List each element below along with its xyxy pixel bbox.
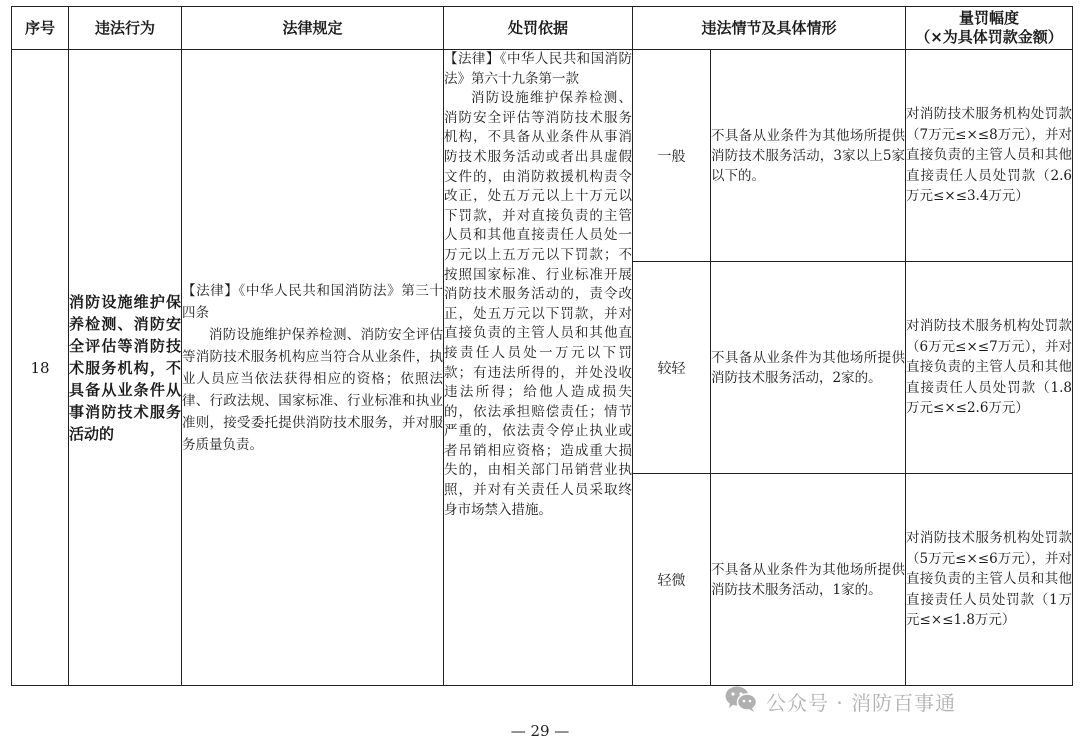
- header-law: 法律规定: [182, 7, 444, 50]
- amount-general: 对消防技术服务机构处罚款（7万元≤×≤8万元），并对直接负责的主管人员和其他直接责任人员处罚款（2.6万元≤×≤3.4万元）: [906, 50, 1073, 262]
- level-slight: 轻微: [633, 474, 711, 686]
- header-basis: 处罚依据: [444, 7, 633, 50]
- amount-slight: 对消防技术服务机构处罚款（5万元≤×≤6万元），并对直接负责的主管人员和其他直接责任人员处罚款（1万元≤×≤1.8万元）: [906, 474, 1073, 686]
- basis-body: 消防设施维护保养检测、消防安全评估等消防技术服务机构，不具备从业条件从事消防技术服务活动或者出具虚假文件的，由消防救援机构责令改正，处五万元以上十万元以下罚款，并对直接负责的主管人员和其他直接责任人员处一万元以上五万元以下罚款；不按照国家标准、行业标准开展消防技术服务活动的，责令改正，处五万元以下罚款，并对直接负责的主管人员和其他直接责任人员处一万元以下罚款；有违法所得的，并处没收违法所得；给他人造成损失的，依法承担赔偿责任；情节严重的，依法责令停止执业或者吊销相应资格；造成重大损失的，由相关部门吊销营业执照，并对有关责任人员采取终身市场禁入措施。: [444, 90, 632, 518]
- detail-minor: 不具备从业条件为其他场所提供消防技术服务活动，2家的。: [711, 262, 906, 474]
- table-row: [12, 50, 1073, 262]
- level-general: 一般: [633, 50, 711, 262]
- row-violation: 消防设施维护保养检测、消防安全评估等消防技术服务机构，不具备从业条件从事消防技术服务活动的: [69, 50, 182, 686]
- watermark: [724, 684, 956, 718]
- header-row: [12, 7, 1073, 50]
- header-amount-line2: （×为具体罚款金额）: [915, 28, 1063, 46]
- law-title: 【法律】《中华人民共和国消防法》第三十四条: [182, 282, 443, 321]
- watermark-text: 公众号 · 消防百事通: [766, 690, 957, 715]
- level-minor: 较轻: [633, 262, 711, 474]
- header-detail: 违法情节及具体情形: [633, 7, 906, 50]
- row-seq: 18: [12, 50, 69, 686]
- header-amount-line1: 量罚幅度: [959, 9, 1020, 27]
- law-body: 消防设施维护保养检测、消防安全评估等消防技术服务机构应当符合从业条件，执业人员应当依法获得相应的资格；依照法律、行政法规、国家标准、行业标准和执业准则，接受委托提供消防技术服务，并对服务质量负责。: [182, 326, 443, 453]
- penalty-table: [11, 6, 1073, 686]
- row-basis: [444, 50, 633, 686]
- page-number: — 29 —: [510, 722, 570, 740]
- header-amount: [906, 7, 1073, 50]
- header-seq: 序号: [12, 7, 69, 50]
- basis-title: 【法律】《中华人民共和国消防法》第六十九条第一款: [444, 51, 632, 87]
- amount-minor: 对消防技术服务机构处罚款（6万元≤×≤7万元），并对直接负责的主管人员和其他直接责任人员处罚款（1.8万元≤×≤2.6万元）: [906, 262, 1073, 474]
- header-act: 违法行为: [69, 7, 182, 50]
- row-law: [182, 50, 444, 686]
- detail-slight: 不具备从业条件为其他场所提供消防技术服务活动，1家的。: [711, 474, 906, 686]
- detail-general: 不具备从业条件为其他场所提供消防技术服务活动，3家以上5家以下的。: [711, 50, 906, 262]
- wechat-icon: [724, 685, 758, 718]
